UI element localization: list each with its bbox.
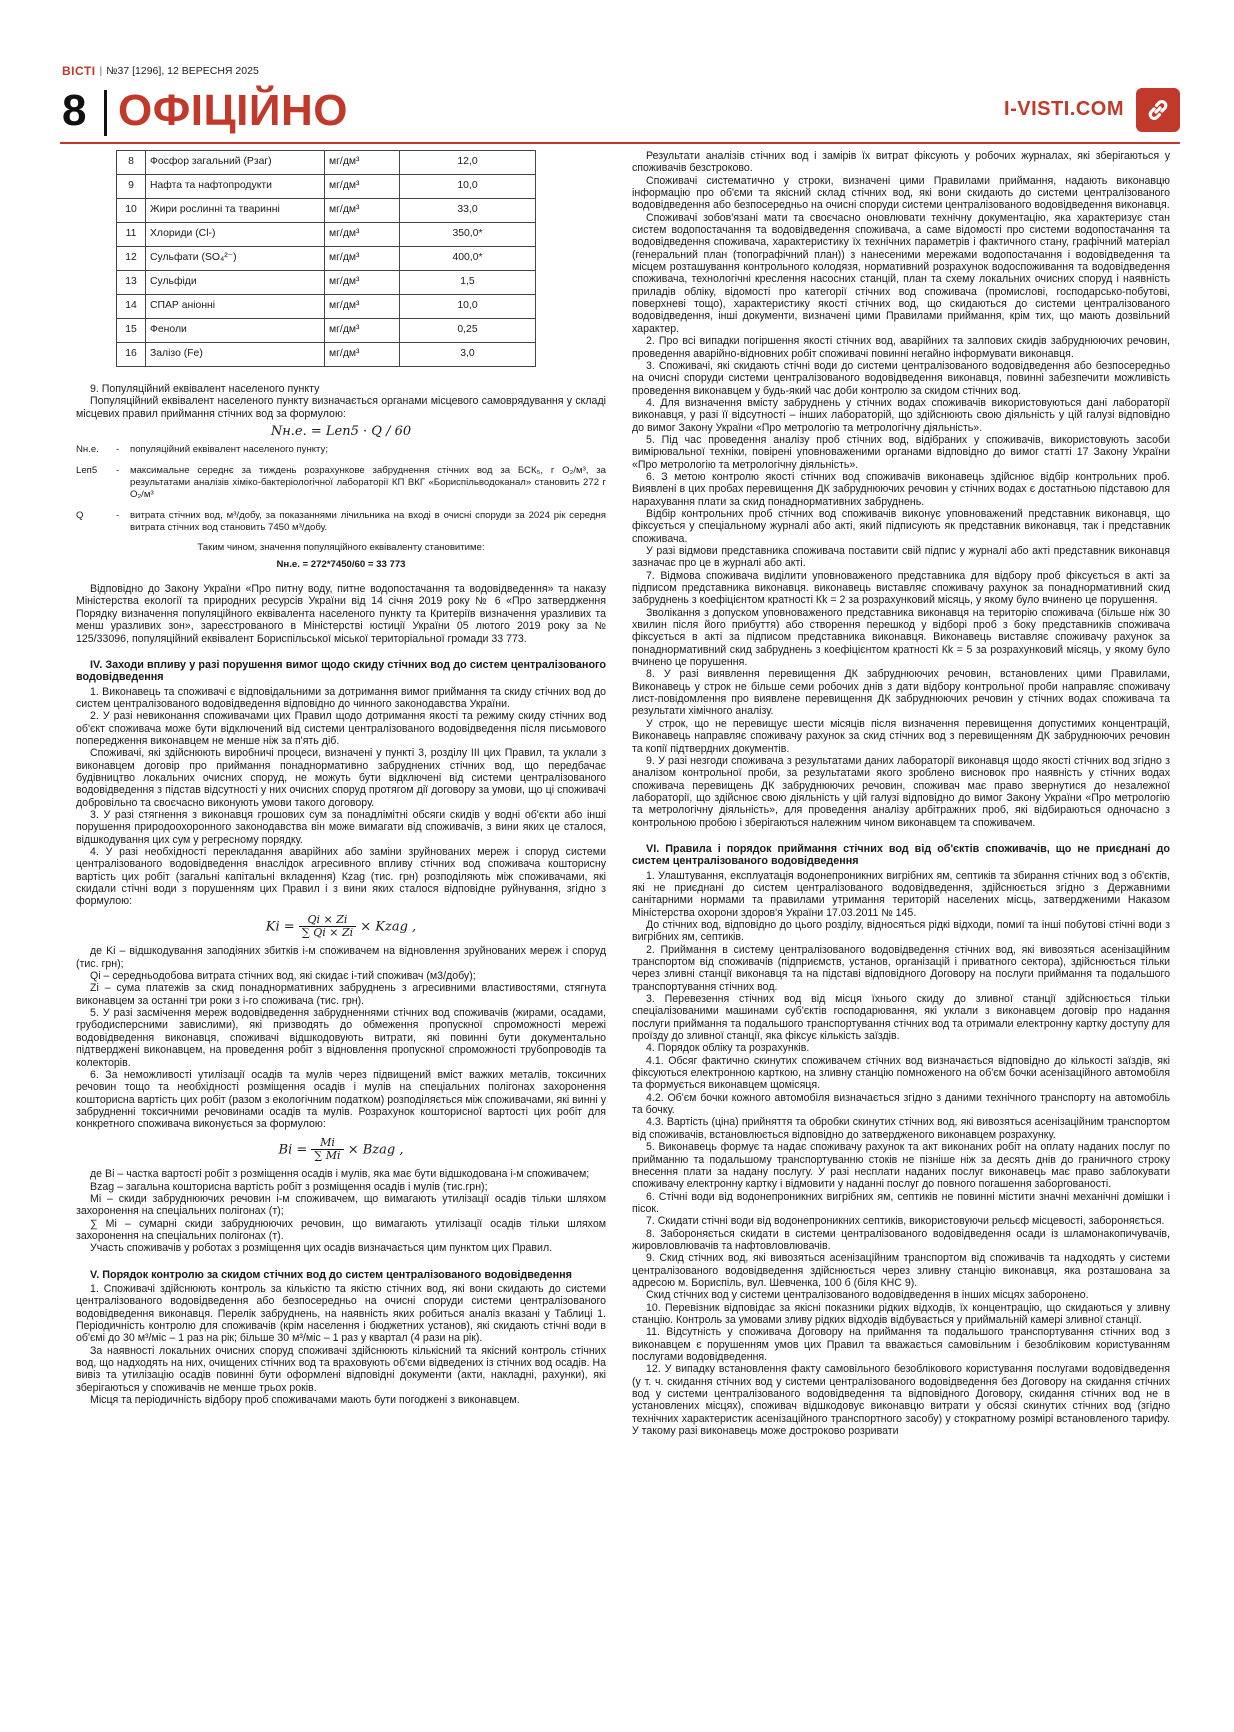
paragraph: 3. Споживачі, які скидають стічні води до системи централізованого водовідведення або безпосередньо на очисні споруди системи централізованого водовідведення виконавця, повинні забезпечити можливість проведення виконавцем у будь-який час доби контролю за скидом стічних вод. bbox=[632, 359, 1170, 397]
section-heading: IV. Заходи впливу у разі порушення вимог щодо скиду стічних вод до систем централізованого водовідведення bbox=[76, 658, 606, 684]
section-heading: V. Порядок контролю за скидом стічних вод до систем централізованого водовідведення bbox=[90, 1268, 572, 1281]
pollutant-name: Сульфати (SO₄²⁻) bbox=[146, 247, 325, 271]
pollutant-name: Жири рослинні та тваринні bbox=[146, 199, 325, 223]
paragraph: 2. Приймання в систему централізованого водовідведення стічних вод, які вивозяться асенізаційним транспортом від споживачів (підприємств, установ, організацій і приватного сектора), здійснюється тільки через зливні станції виконавця та на підставі відповідного Договору на послуги приймання та подальшого транспортування стічних вод. bbox=[632, 943, 1170, 993]
limit-value: 33,0 bbox=[400, 199, 536, 223]
s9-title: 9. Популяційний еквівалент населеного пункту bbox=[90, 383, 320, 395]
masthead-brand: ВІСТІ bbox=[62, 64, 96, 78]
paragraph: 5. Виконавець формує та надає споживачу рахунок та акт виконаних робіт на оплату наданих послуг по прийманню та подальшому транспортуванню стоків не пізніше ніж за десять днів до граничного строку внесення плати за надану послугу. У разі несплати наданих послуг виконавець має право заблокувати споживачу електронну картку і відмовити у наданні послуг до повного погашення заборгованості. bbox=[632, 1141, 1170, 1191]
paragraph: Відповідно до Закону України «Про питну воду, питне водопостачання та водовідведення» та наказу Міністерства екології та природних ресурсів України від 14 січня 2019 року № 6 «Про затвердження Порядку визначення популяційного еквівалента населеного пункту та Критеріїв визначення уразливих та менш уразливих зон», зареєстрованого в Міністерстві юстиції України 05 лютого 2019 року за № 125/33096, популяційний еквівалент Бориспільської міської територіальної громади 33 773. bbox=[76, 583, 606, 645]
limit-value: 400,0* bbox=[400, 247, 536, 271]
table-row bbox=[117, 295, 536, 319]
legend-desc: витрата стічних вод, м³/добу, за показаннями лічильника на вході в очисні споруди за 2024 рік середня витрата стічних вод становить 7450 м³/добу. bbox=[130, 509, 606, 534]
paragraph: Зволікання з допуском уповноваженого представника виконавця на територію споживача (більше ніж 30 хвилин після його прибуття) або створення перешкод у відборі проб з боку представників споживача фіксується в акті за підписом представника виконавця. Виконавець виставляє споживачу рахунок за понаднормативний скид забруднень з коефіцієнтом кратності Кk = 5 за розрахунковий місяць, у якому було вчинено це порушення. bbox=[632, 606, 1170, 669]
formula-numerator: Mi bbox=[311, 1137, 343, 1150]
table-row bbox=[117, 199, 536, 223]
legend-dash: - bbox=[116, 509, 120, 521]
pollutant-name: СПАР аніонні bbox=[146, 295, 325, 319]
row-number: 16 bbox=[117, 343, 146, 367]
paragraph: 12. У випадку встановлення факту самовільного безоблікового користування послугами водовідведення (у т. ч. скидання стічних вод у системи централізованого водовідведення без Договору на скидання стічних вод у системи централізованого водовідведення та відповідного Договору, скидання стічних вод не в установлених місцях), споживач відшкодовує виконавцю витрати у обсязі скинутих стічних вод (згідно технічних характеристик асенізаційного транспортного засобу) у стократному розмірі встановленого тарифу. У такому разі виконавець може достроково розривати bbox=[632, 1363, 1170, 1438]
paragraph: У строк, що не перевищує шести місяців після визначення перевищення допустимих концентрацій, Виконавець направляє споживачу рахунок за скид стічних вод з перевищенням ДК забруднюючих речовин та копії підтвердних документів. bbox=[632, 717, 1170, 755]
calc-result: Nн.е. = 272*7450/60 = 33 773 bbox=[276, 558, 406, 570]
limit-value: 10,0 bbox=[400, 295, 536, 319]
paragraph: 7. Скидати стічні води від водонепроникних септиків, використовуючи рельєф місцевості, забороняється. bbox=[646, 1215, 1165, 1228]
paragraph: Споживачі, які здійснюють виробничі процеси, визначені у пункті 3, розділу III цих Правил, та уклали з виконавцем договір про приймання понаднормативно забруднених стічних вод, що передбачає будівництво локальних очисних споруд, не можуть бути відключені від системи централізованого водовідведення з підстав відсутності у них очисних споруд протягом дії договору за умови, що ці споживачі добровільно та своєчасно виконують умови такого договору. bbox=[76, 747, 606, 809]
pollutant-table bbox=[116, 150, 536, 367]
paragraph: До стічних вод, відповідно до цього розділу, відносяться рідкі відходи, помиї та інші побутові стічні води з вигрібних ям, септиків. bbox=[632, 918, 1170, 944]
formula-fraction bbox=[311, 1137, 343, 1163]
formula-damage-compensation bbox=[76, 914, 606, 940]
legend-dash: - bbox=[116, 464, 120, 476]
unit-cell: мг/дм³ bbox=[325, 343, 400, 367]
limit-value: 0,25 bbox=[400, 319, 536, 343]
paragraph: 6. За неможливості утилізації осадів та мулів через підвищений вміст важких металів, токсичних речовин тощо та необхідності розміщення осадів і мулів на спеціальних полігонах захоронення кошторисна вартість цих робіт (разом з екологічним податком) розподіляється між споживачами, які винні у забрудненні токсичними речовинами осадів та мулів. Розрахунок кошторисної вартості цих робіт для конкретного споживача виконується за формулою: bbox=[76, 1068, 607, 1131]
paragraph: 4. У разі необхідності перекладання аварійних або заміни зруйнованих мереж і споруд системи централізованого водовідведення внаслідок агресивного впливу стічних вод споживача кошторисну вартість цих робіт (загальні капітальні вкладення) Кzag (тис. грн) розподіляють між споживачами, які скидали стічні води з порушенням цих Правил і з вини яких сталося відповідне руйнування, згідно з формулою: bbox=[76, 846, 606, 908]
page-header bbox=[60, 84, 1180, 144]
paragraph: Результати аналізів стічних вод і замірів їх витрат фіксують у робочих журналах, які зберігаються у споживачів безстроково. bbox=[632, 150, 1170, 175]
pollutant-name: Сульфіди bbox=[146, 271, 325, 295]
formula-numerator: Qi × Zi bbox=[299, 914, 356, 927]
legend-desc: максимальне середнє за тиждень розрахункове забруднення стічних вод за БСК₅, г O₂/м³, за результатами аналізів хіміко-бактеріологічної лабораторії КП ВКГ «Бориспільводоканал» становить 272 г O₂/м³ bbox=[130, 464, 606, 501]
formula-rhs: × Kzag , bbox=[360, 919, 417, 935]
paragraph: 1. Виконавець та споживачі є відповідальними за дотримання вимог приймання та скиду стічних вод до систем централізованого водовідведення відповідно до чинного законодавства України. bbox=[76, 685, 606, 710]
paragraph: 2. У разі невиконання споживачами цих Правил щодо дотримання якості та режиму скиду стічних вод об'єкт споживача може бути відключений від системи централізованого водовідведення після письмового попередження виконавцем не менше ніж за п'ять діб. bbox=[76, 710, 606, 747]
chain-link-icon bbox=[1144, 96, 1172, 124]
formula-denominator: ∑ Qi × Zi bbox=[301, 926, 354, 940]
pollutant-name: Феноли bbox=[146, 319, 325, 343]
limit-value: 1,5 bbox=[400, 271, 536, 295]
paragraph: 1. Улаштування, експлуатація водонепроникних вигрібних ям, септиків та збирання стічних вод з об'єктів, які не приєднані до систем централізованого водовідведення, здійснюється згідно з Державними санітарними нормами та правилами утримання територій населених місць, затвердженими Наказом Міністерства охорони здоров'я України 17.03.2011 № 145. bbox=[632, 869, 1170, 919]
paragraph: 4.1. Обсяг фактично скинутих споживачем стічних вод визначається відповідно до кількості заїздів, які фіксуються електронною карткою, на зливну станцію помноженого на об'єм бочки асенізаційного автомобіля та формується виконавцем щомісяця. bbox=[632, 1054, 1170, 1092]
paragraph: За наявності локальних очисних споруд споживачі здійснюють кількісний та якісний контроль стічних вод, що надходять на них, очищених стічних вод та враховують об'єми відведених із стічних вод осадів. На вивіз та утилізацію осадів повинні бути оформлені відповідні документи (акти, накладні, рахунки), які зберігаються у споживачів не менше трьох років. bbox=[76, 1344, 606, 1394]
paragraph: Bzag – загальна кошторисна вартість робіт з розміщення осадів і мулів (тис.грн); bbox=[90, 1180, 488, 1193]
paragraph: 7. Відмова споживача виділити уповноваженого представника для відбору проб фіксується в акті за підписом представника виконавця. виконавець виставляє споживачу рахунок за понаднормативний скид забруднень з коефіцієнтом кратності Кk = 2 за розрахунковий місяць, у якому було вчинено це порушення. bbox=[632, 569, 1170, 607]
masthead bbox=[62, 62, 259, 80]
legend-item bbox=[76, 510, 606, 535]
legend-item bbox=[76, 444, 606, 456]
unit-cell: мг/дм³ bbox=[325, 319, 400, 343]
paragraph: Mi – скиди забруднюючих речовин i-м споживачем, що вимагають утилізації осадів тільки шляхом захоронення на спеціальних полігонах (т); bbox=[76, 1192, 606, 1218]
legend-symbol: Nн.е. bbox=[76, 444, 99, 456]
paragraph: 10. Перевізник відповідає за якісні показники рідких відходів, їх концентрацію, що скидаються у зливну станцію. Контроль за умовами зливу рідких відходів відбувається у приймальній камері зливної станції. bbox=[632, 1301, 1170, 1326]
paragraph: 11. Відсутність у споживача Договору на приймання та подальшого транспортування стічних вод з виконавцем є порушенням умов цих Правил та вважається самовільним і безобліковим користуванням послугами водовідведення. bbox=[632, 1326, 1170, 1363]
table-row bbox=[117, 319, 536, 343]
limit-value: 3,0 bbox=[400, 343, 536, 367]
masthead-separator: | bbox=[99, 65, 103, 77]
paragraph: 4. Порядок обліку та розрахунків. bbox=[646, 1042, 810, 1055]
site-link[interactable]: I-VISTI.COM bbox=[1004, 98, 1124, 120]
legend-item bbox=[76, 465, 606, 502]
limit-value: 350,0* bbox=[400, 223, 536, 247]
calc-intro: Таким чином, значення популяційного еквіваленту становитиме: bbox=[197, 542, 485, 554]
paragraph: 8. У разі виявлення перевищення ДК забруднюючих речовин, встановлених цими Правилами, Виконавець у строк не більше семи робочих днів з дати відбору контрольної проби направляє споживачу лист-повідомлення про виявлене перевищення ДК забруднюючих речовин у стічних водах споживача та результати хімічного аналізу. bbox=[632, 668, 1170, 718]
paragraph: 1. Споживачі здійснюють контроль за кількістю та якістю стічних вод, які вони скидають до системи централізованого водовідведення або безпосередньо на очисні споруди системи централізованого водовідведення виконавця. Перелік забруднень, на наявність яких робиться аналіз вказані у Таблиці 1. Періодичність контролю для споживачів (крім населення і бюджетних установ), які скидають стічні води в об'ємі до 30 м³/міс – 1 раз на рік; більше 30 м³/міс – 1 раз у квартал (4 рази на рік). bbox=[76, 1283, 606, 1345]
paragraph: 3. У разі стягнення з виконавця грошових сум за понадлімітні обсяги скидів у водні об'єкти або інші порушення природоохоронного законодавства він може вимагати від споживачів, з вини яких це сталося, відшкодування цих сум у регресному порядку. bbox=[76, 808, 606, 846]
link-icon[interactable] bbox=[1136, 88, 1180, 132]
row-number: 10 bbox=[117, 199, 146, 223]
right-column bbox=[632, 150, 1170, 1437]
paragraph: 4. Для визначення вмісту забруднень у стічних водах споживачів використовуються дані лабораторії виконавця, у разі її відсутності – інших лабораторій, що здійснюють свою діяльність у цій галузі відповідно до вимог Закону України «Про метрологію та метрологічну діяльність». bbox=[632, 396, 1170, 434]
table-row bbox=[117, 271, 536, 295]
pollutant-name: Фосфор загальний (Рзаг) bbox=[146, 151, 325, 175]
pollutant-name: Хлориди (Cl-) bbox=[146, 223, 325, 247]
paragraph: Участь споживачів у роботах з розміщення цих осадів визначається цим пунктом цих Правил. bbox=[90, 1242, 553, 1255]
unit-cell: мг/дм³ bbox=[325, 223, 400, 247]
row-number: 12 bbox=[117, 247, 146, 271]
paragraph: 4.3. Вартість (ціна) прийняття та обробки скинутих стічних вод, які вивозяться асенізаційним транспортом від споживачів, встановлюється відповідно до затвердженого виконавцем розрахунку. bbox=[632, 1116, 1170, 1141]
paragraph: 2. Про всі випадки погіршення якості стічних вод, аварійних та залпових скидів забруднюючих речовин, проведення аварійно-відновних робіт споживачі повинні негайно інформувати виконавця. bbox=[632, 335, 1170, 360]
paragraph: Zi – сума платежів за скид понаднормативних забруднень з агресивними властивостями, стягнута виконавцем за останні три роки з i-го споживача (тис. грн). bbox=[76, 982, 606, 1007]
section-heading: VI. Правила і порядок приймання стічних вод від об'єктів споживачів, що не приєднані до систем централізованого водовідведення bbox=[632, 842, 1170, 868]
legend-dash: - bbox=[116, 444, 120, 456]
paragraph: де Bi – частка вартості робіт з розміщення осадів і мулів, яка має бути відшкодована i-м споживачем; bbox=[90, 1168, 590, 1181]
row-number: 13 bbox=[117, 271, 146, 295]
table-row bbox=[117, 223, 536, 247]
formula-lhs: Ki = bbox=[265, 919, 295, 935]
s9-paragraph: Популяційний еквівалент населеного пункту визначається органами місцевого самоврядування у складі місцевих правил приймання стічних вод за формулою: bbox=[76, 395, 606, 420]
paragraph: 8. Забороняється скидати в системи централізованого водовідведення осади із шламонакопичувачів, жировловлювачів та нафтовловлювачів. bbox=[632, 1227, 1170, 1252]
paragraph: 4.2. Об'єм бочки кожного автомобіля визначається згідно з даними технічного транспорту на автомобіль та бочку. bbox=[632, 1091, 1170, 1117]
unit-cell: мг/дм³ bbox=[325, 199, 400, 223]
formula-sludge-cost bbox=[76, 1137, 606, 1163]
row-number: 15 bbox=[117, 319, 146, 343]
row-number: 14 bbox=[117, 295, 146, 319]
legend-desc: популяційний еквівалент населеного пункту; bbox=[130, 444, 329, 456]
table-row bbox=[117, 247, 536, 271]
formula-rhs: × Bzag , bbox=[347, 1141, 404, 1157]
legend-symbol: Q bbox=[76, 509, 84, 521]
row-number: 9 bbox=[117, 175, 146, 199]
paragraph: 5. У разі засмічення мереж водовідведення забрудненнями стічних вод споживачів (жирами, осадами, грубодисперсними завислими), які призводять до обмеження пропускної спроможності мережі водовідведення виконавця, споживачі відшкодовують витрати, які повинні бути документально підтверджені виконавцем, на проведення робіт з відновлення пропускної спроможності трубопроводів та колекторів. bbox=[76, 1007, 606, 1069]
paragraph: 6. Стічні води від водонепроникних вигрібних ям, септиків не повинні містити значні механічні домішки і пісок. bbox=[632, 1190, 1170, 1215]
paragraph: 9. У разі незгоди споживача з результатами даних лабораторії виконавця щодо якості стічних вод згідно з аналізом контрольної проби, за результатами якого зроблено висновок про наявність у стічних водах споживача перевищень ДК забруднюючих речовин, споживач має право звернутися до незалежної лабораторії, що здійснює свою діяльність у цій галузі відповідно до вимог Закону України «Про метрологію та метрологічну діяльність», для проведення аналізу арбітражних проб, які відбираються одночасно з контрольною пробою і зберігаються належним чином виконавцем та споживачем. bbox=[632, 754, 1170, 829]
paragraph: Скид стічних вод у системи централізованого водовідведення в інших місцях заборонено. bbox=[646, 1289, 1089, 1302]
section-title: ОФІЦІЙНО bbox=[118, 86, 348, 135]
row-number: 11 bbox=[117, 223, 146, 247]
paragraph: 9. Скид стічних вод, які вивозяться асенізаційним транспортом від споживачів та надходять у системи централізованого водовідведення здійснюється через зливну станцію виконавця, яка розташована за адресою м. Бориспіль, вул. Шевченка, 100 б (біля КНС 9). bbox=[632, 1252, 1170, 1289]
paragraph: 3. Перевезення стічних вод від місця їхнього скиду до зливної станції здійснюється тільки спеціалізованими машинами суб'єктів господарювання, які уклали з виконавцем договір про надання послуги приймання та подальшого транспортування стічних вод та отримали електронну картку доступу для проїзду до зливної станції, яка фіксує кількість заїздів. bbox=[632, 993, 1170, 1043]
paragraph: 5. Під час проведення аналізу проб стічних вод, відібраних у споживачів, використовують засоби вимірювальної техніки, повірені уповноваженими органами відповідно до вимог статті 17 Закону України «Про метрологію та метрологічну діяльність». bbox=[632, 433, 1170, 471]
issue-info: №37 [1296], 12 ВЕРЕСНЯ 2025 bbox=[106, 65, 259, 77]
formula-lhs: Bi = bbox=[278, 1141, 308, 1157]
table-row bbox=[117, 175, 536, 199]
formula-fraction bbox=[299, 914, 356, 940]
unit-cell: мг/дм³ bbox=[325, 271, 400, 295]
formula-denominator: ∑ Mi bbox=[314, 1148, 341, 1162]
paragraph: ∑ Mi – сумарні скиди забруднюючих речовин, що вимагають утилізації осадів тільки шляхом захоронення на спеціальних полігонах (т). bbox=[76, 1217, 606, 1242]
limit-value: 10,0 bbox=[400, 175, 536, 199]
unit-cell: мг/дм³ bbox=[325, 247, 400, 271]
paragraph: 6. З метою контролю якості стічних вод споживачів виконавець здійснює відбір контрольних проб. Виявлені в цих пробах перевищення ДК забруднюючих речовин у стічних водах є достатньою підставою для нарахування плати за скид понаднормативних забруднень. bbox=[632, 470, 1170, 508]
page-number: 8 bbox=[62, 86, 87, 135]
paragraph: Відбір контрольних проб стічних вод споживачів виконує уповноважений представник виконавця, що фіксується у спеціальному журналі або акті, який підписують як представник виконавця, так і представник споживача. bbox=[632, 507, 1170, 545]
pollutant-name: Нафта та нафтопродукти bbox=[146, 175, 325, 199]
paragraph: У разі відмови представника споживача поставити свій підпис у журналі або акті представник виконавця зазначає про це в журналі або акті. bbox=[632, 545, 1170, 570]
formula-population-equivalent: Nн.е. = Lеп5 · Q / 60 bbox=[270, 424, 412, 440]
paragraph: Споживачі зобов'язані мати та своєчасно оновлювати технічну документацію, яка характеризує стан систем водопостачання та водовідведення споживача, а саме відомості про системи водопостачання та водовідведення споживача, характеристику їх технічних параметрів і фактичного стану, графічний матеріал (генеральний план (топографічний план)) з нанесеними мережами водопостачання і водовідведення та місцем розташування контрольного колодязя, нормативний розрахунок водоспоживання та водовідведення споживача, технологічні креслення насосних станцій, план та схему локальних очисних споруд і наявність приладів обліку, відомості про категорії стічних вод споживача (промислові, господарсько-побутові, поверхневі тощо), характеристику якості стічних вод, що скидаються до системи централізованого водовідведення, інші документи, визначені цими Правилами приймання, крім тих, що мають дозвільний характер. bbox=[632, 211, 1170, 335]
paragraph: Місця та періодичність відбору проб споживачами мають бути погоджені з виконавцем. bbox=[90, 1394, 520, 1407]
header-divider bbox=[104, 90, 107, 136]
pollutant-name: Залізо (Fe) bbox=[146, 343, 325, 367]
row-number: 8 bbox=[117, 151, 146, 175]
paragraph: Qi – середньодобова витрата стічних вод, які скидає i-тий споживач (м3/добу); bbox=[90, 970, 476, 983]
limit-value: 12,0 bbox=[400, 151, 536, 175]
unit-cell: мг/дм³ bbox=[325, 151, 400, 175]
left-column bbox=[76, 150, 606, 1406]
table-row bbox=[117, 343, 536, 367]
unit-cell: мг/дм³ bbox=[325, 295, 400, 319]
unit-cell: мг/дм³ bbox=[325, 175, 400, 199]
table-row bbox=[117, 151, 536, 175]
paragraph: де Ki – відшкодування заподіяних збитків i-м споживачем на відновлення зруйнованих мереж і споруд (тис. грн); bbox=[76, 945, 606, 970]
paragraph: Споживачі систематично у строки, визначені цими Правилами приймання, надають виконавцю інформацію про об'єми та якісний склад стічних вод, які вони скидають до системи централізованого водовідведення або безпосередньо на очисні споруди системи централізованого водовідведення виконавця. bbox=[632, 174, 1170, 212]
legend-symbol: Lеп5 bbox=[76, 464, 98, 476]
